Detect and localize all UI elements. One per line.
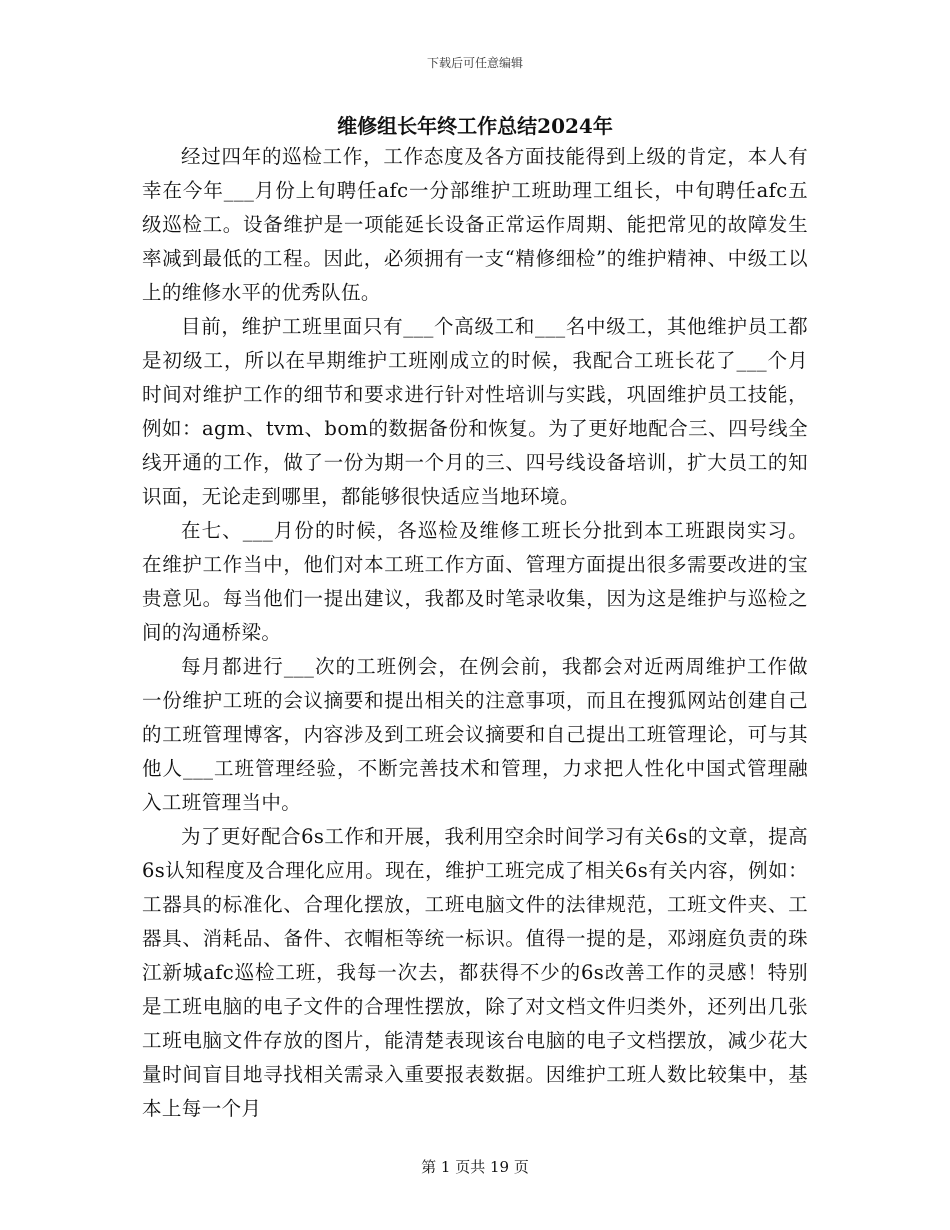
paragraph: 为了更好配合6s工作和开展，我利用空余时间学习有关6s的文章，提高6s认知程度及合理化应用。现在，维护工班完成了相关6s有关内容，例如：工器具的标准化、合理化摆放，工班电脑文件的法律规范，工班文件夹、工器具、消耗品、备件、衣帽柜等统一标识。值得一提的是，邓翊庭负责的珠江新城afc巡检工班，我每一次去，都获得不少的6s改善工作的灵感！特别是工班电脑的电子文件的合理性摆放，除了对文档文件归类外，还列出几张工班电脑文件存放的图片，能清楚表现该台电脑的电子文档摆放，减少花大量时间盲目地寻找相关需录入重要报表数据。因维护工班人数比较集中，基本上每一个月: [142, 825, 808, 1120]
paragraph: 在七、___月份的时候，各巡检及维修工班长分批到本工班跟岗实习。在维护工作当中，他们对本工班工作方面、管理方面提出很多需要改进的宝贵意见。每当他们一提出建议，我都及时笔录收集，因为这是维护与巡检之间的沟通桥梁。: [142, 519, 808, 644]
page-header: 下载后可任意编辑: [426, 56, 523, 70]
paragraph: 每月都进行___次的工班例会，在例会前，我都会对近两周维护工作做一份维护工班的会议摘要和提出相关的注意事项，而且在搜狐网站创建自己的工班管理博客，内容涉及到工班会议摘要和自己提出工班管理论，可与其他人___工班管理经验，不断完善技术和管理，力求把人性化中国式管理融入工班管理当中。: [142, 655, 808, 814]
paragraph: 目前，维护工班里面只有___个高级工和___名中级工，其他维护员工都是初级工，所以在早期维护工班刚成立的时候，我配合工班长花了___个月时间对维护工作的细节和要求进行针对性培训与实践，巩固维护员工技能，例如：agm、tvm、bom的数据备份和恢复。为了更好地配合三、四号线全线开通的工作，做了一份为期一个月的三、四号线设备培训，扩大员工的知识面，无论走到哪里，都能够很快适应当地环境。: [142, 315, 808, 508]
page-number: 第 1 页共 19 页: [421, 1158, 529, 1176]
paragraph: 经过四年的巡检工作，工作态度及各方面技能得到上级的肯定，本人有幸在今年___月份上旬聘任afc一分部维护工班助理工组长，中旬聘任afc五级巡检工。设备维护是一项能延长设备正常运作周期、能把常见的故障发生率减到最低的工程。因此，必须拥有一支“精修细检”的维护精神、中级工以上的维修水平的优秀队伍。: [142, 145, 808, 304]
document-body: [142, 140, 808, 1126]
document-title: 维修组长年终工作总结2024年: [337, 114, 613, 138]
